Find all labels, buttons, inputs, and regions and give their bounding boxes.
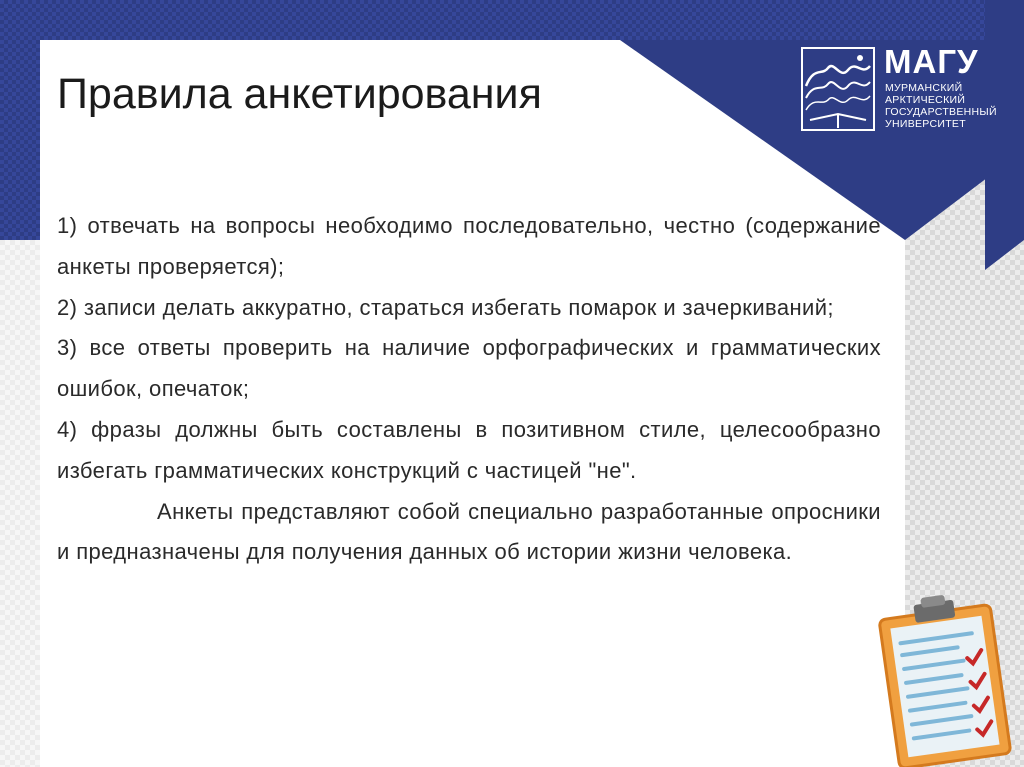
logo-title: МАГУ [884, 43, 979, 80]
page-title: Правила анкетирования [57, 70, 542, 118]
university-logo [800, 42, 1020, 142]
rule-item: 4) фразы должны быть составлены в позитивном стиле, целесообразно избегать грамматических конструкций с частицей "не". [57, 416, 881, 483]
logo-subtitle-line: ГОСУДАРСТВЕННЫЙ [885, 106, 997, 118]
rule-item: 3) все ответы проверить на наличие орфографических и грамматических ошибок, опечаток; [57, 335, 881, 402]
university-logo-icon [800, 46, 876, 132]
light-pattern-left [0, 240, 40, 767]
clipboard-icon [866, 590, 1016, 767]
logo-subtitle [885, 82, 997, 130]
body-paragraph: Анкеты представляют собой специально разработанные опросники и предназначены для получения данных об истории жизни человека. [57, 498, 881, 565]
slide-body [57, 206, 881, 573]
rule-item: 2) записи делать аккуратно, стараться избегать помарок и зачеркиваний; [57, 294, 834, 320]
logo-subtitle-line: АРКТИЧЕСКИЙ [885, 94, 966, 106]
logo-subtitle-line: УНИВЕРСИТЕТ [885, 118, 966, 130]
logo-subtitle-line: МУРМАНСКИЙ [885, 82, 963, 94]
rule-item: 1) отвечать на вопросы необходимо последовательно, честно (содержание анкеты проверяется); [57, 213, 881, 279]
